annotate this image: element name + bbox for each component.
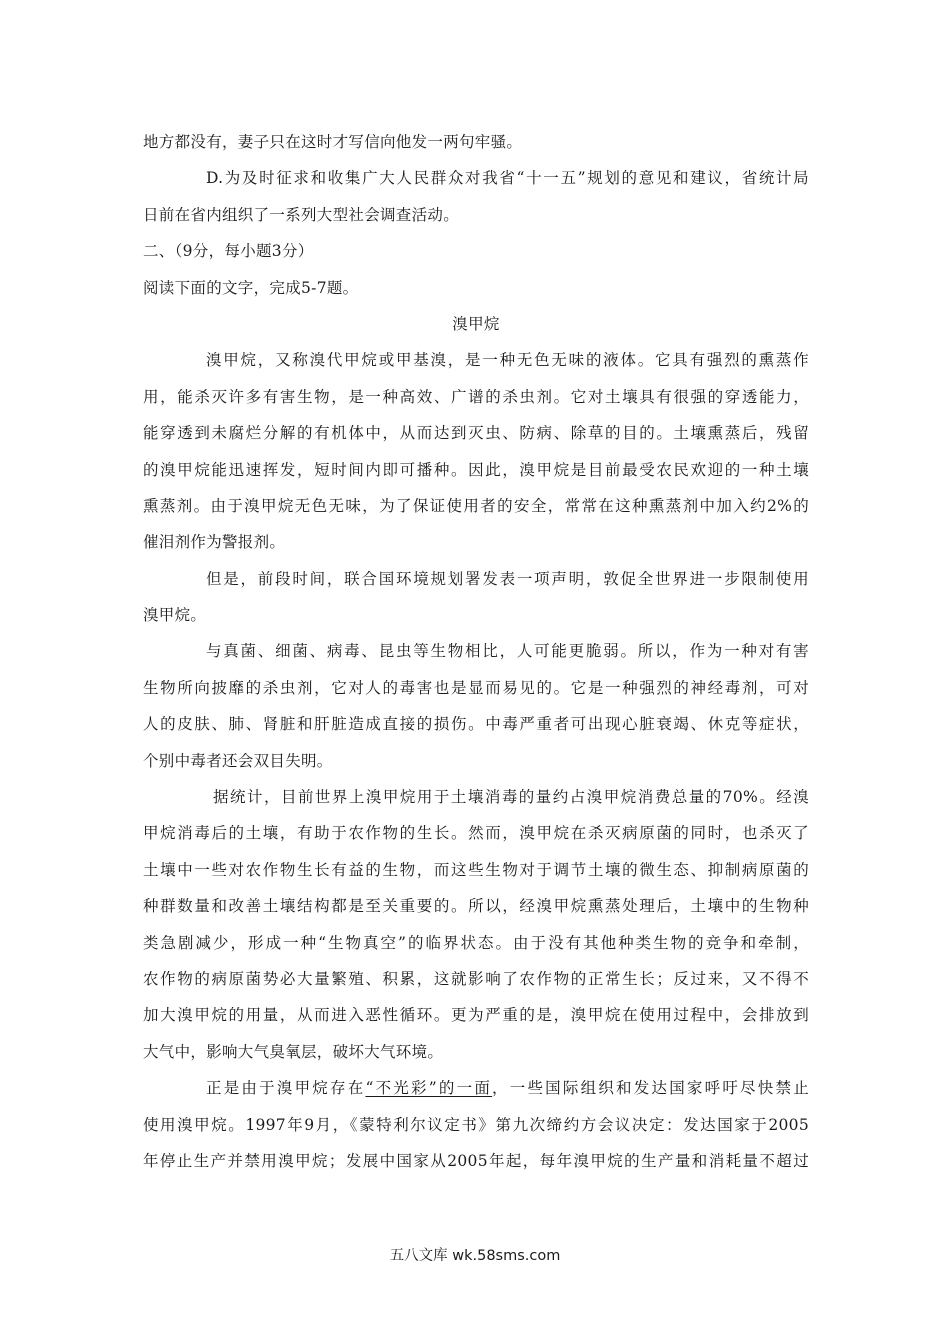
footer-watermark: 五八文库 wk.58sms.com xyxy=(389,1248,561,1264)
paragraph-5 xyxy=(143,1070,809,1179)
paragraph-line xyxy=(143,1070,809,1106)
paragraph-2 xyxy=(143,561,809,634)
paragraph-line: 加大溴甲烷的用量，从而进入恶性循环。更为严重的是，溴甲烷在使用过程中，会排放到 xyxy=(143,1006,809,1025)
paragraph-line: 溴甲烷。 xyxy=(143,606,207,625)
paragraph-line: 能穿透到未腐烂分解的有机体中，从而达到灭虫、防病、除草的目的。土壤熏蒸后，残留 xyxy=(143,424,809,443)
paragraph-line: 的溴甲烷能迅速挥发，短时间内即可播种。因此，溴甲烷是目前最受农民欢迎的一种土壤 xyxy=(143,460,809,479)
paragraph-line: 催泪剂作为警报剂。 xyxy=(143,533,286,552)
paragraph-line: 类急剧减少，形成一种“生物真空”的临界状态。由于没有其他种类生物的竞争和牵制， xyxy=(143,933,809,952)
p5-text-before: 正是由于溴甲烷存在 xyxy=(206,1079,366,1098)
paragraph-line: 甲烷消毒后的土壤，有助于农作物的生长。然而，溴甲烷在杀灭病原菌的同时，也杀灭了 xyxy=(143,824,809,843)
underlined-phrase: “不光彩”的一面 xyxy=(365,1079,493,1098)
paragraph-line: 生物所向披靡的杀虫剂，它对人的毒害也是显而易见的。它是一种强烈的神经毒剂，可对 xyxy=(143,678,809,697)
paragraph-line: 溴甲烷，又称溴代甲烷或甲基溴，是一种无色无味的液体。它具有强烈的熏蒸作 xyxy=(206,351,809,370)
paragraph-1 xyxy=(143,342,809,560)
section-header: 二、（9分，每小题3分） xyxy=(143,242,314,261)
paragraph-4 xyxy=(143,779,809,1070)
paragraph-line: 熏蒸剂。由于溴甲烷无色无味，为了保证使用者的安全，常常在这种熏蒸剂中加入约2%的 xyxy=(143,496,809,515)
paragraph-line: 但是，前段时间，联合国环境规划署发表一项声明，敦促全世界进一步限制使用 xyxy=(206,569,809,588)
paragraph-line: 据统计，目前世界上溴甲烷用于土壤消毒的量约占溴甲烷消费总量的70%。经溴 xyxy=(213,788,809,807)
document-page xyxy=(143,124,809,1179)
paragraph-line: 土壤中一些对农作物生长有益的生物，而这些生物对于调节土壤的微生态、抑制病原菌的 xyxy=(143,860,809,879)
continuation-line: 地方都没有，妻子只在这时才写信向他发一两句牢骚。 xyxy=(143,133,523,151)
option-d-line-2: 日前在省内组织了一系列大型社会调查活动。 xyxy=(143,205,460,224)
instruction: 阅读下面的文字，完成5-7题。 xyxy=(143,278,359,297)
paragraph-line: 用，能杀灭许多有害生物，是一种高效、广谱的杀虫剂。它对土壤具有很强的穿透能力， xyxy=(143,387,809,406)
paragraph-line: 农作物的病原菌势必大量繁殖、积累，这就影响了农作物的正常生长；反过来，又不得不 xyxy=(143,969,809,988)
p5-text-after: ，一些国际组织和发达国家呼吁尽快禁止 xyxy=(492,1079,810,1098)
paragraph-line: 年停止生产并禁用溴甲烷；发展中国家从2005年起，每年溴甲烷的生产量和消耗量不超过 xyxy=(143,1151,809,1170)
paragraph-line: 种群数量和改善土壤结构都是至关重要的。所以，经溴甲烷熏蒸处理后，土壤中的生物种 xyxy=(143,897,809,916)
option-d-line-1: D.为及时征求和收集广大人民群众对我省“十一五”规划的意见和建议，省统计局 xyxy=(206,169,809,188)
article-title: 溴甲烷 xyxy=(452,314,500,333)
paragraph-line: 个别中毒者还会双目失明。 xyxy=(143,751,333,770)
paragraph-3 xyxy=(143,633,809,779)
paragraph-line: 人的皮肤、肺、肾脏和肝脏造成直接的损伤。中毒严重者可出现心脏衰竭、休克等症状， xyxy=(143,715,809,734)
paragraph-line: 使用溴甲烷。1997年9月，《蒙特利尔议定书》第九次缔约方会议决定：发达国家于2005 xyxy=(143,1115,809,1134)
paragraph-line: 与真菌、细菌、病毒、昆虫等生物相比，人可能更脆弱。所以，作为一种对有害 xyxy=(206,642,809,661)
paragraph-line: 大气中，影响大气臭氧层，破坏大气环境。 xyxy=(143,1042,444,1061)
